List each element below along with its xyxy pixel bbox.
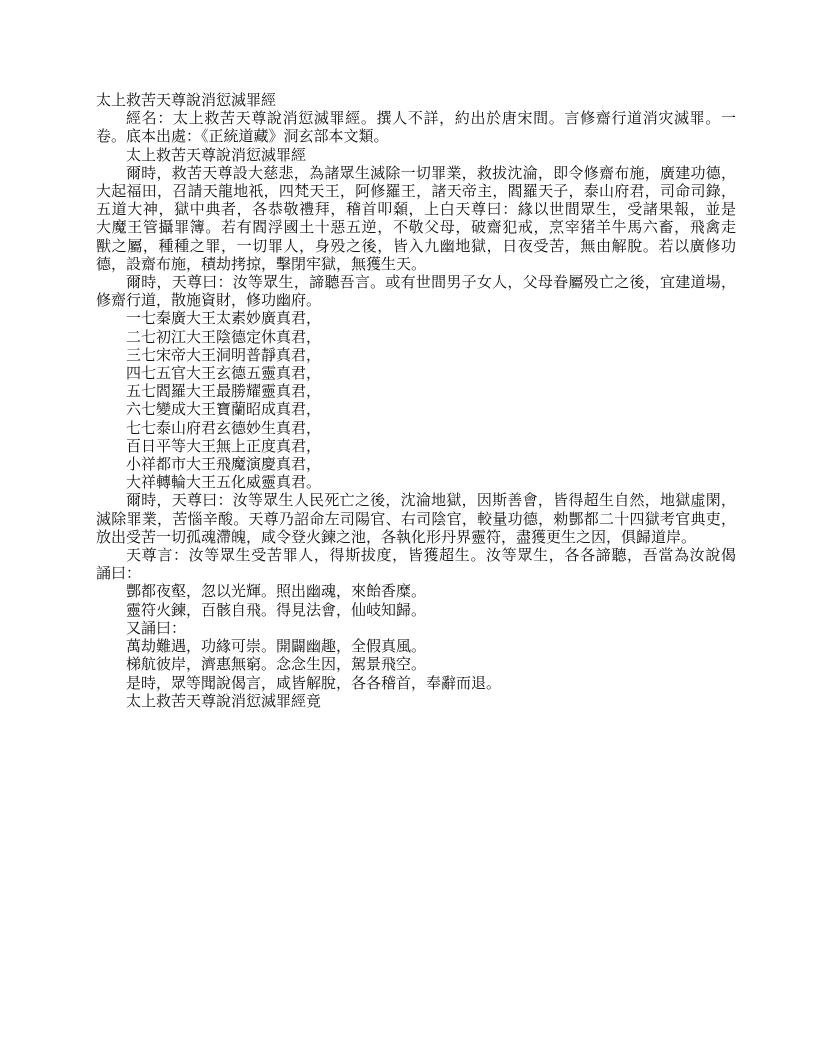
text-line: 五道大神，獄中典者，各恭敬禮拜，稽首叩顙，上白天尊曰：緣以世間眾生，受諸果報，並是 <box>96 202 736 219</box>
text-line: 百日平等大王無上正度真君， <box>126 438 322 455</box>
text-line: 太上救苦天尊說消愆滅罪經竟 <box>126 693 322 710</box>
text-line: 太上救苦天尊說消愆滅罪經 <box>126 147 307 164</box>
text-line: 獸之屬，種種之罪，一切罪人，身殁之後，皆入九幽地獄，日夜受苦，無由解脫。若以廣修功 <box>96 238 736 255</box>
text-line: 大魔王管攝罪簿。若有閻浮國土十惡五逆，不敬父母，破齋犯戒，烹宰猪羊牛馬六畜，飛禽走 <box>96 220 736 237</box>
text-line: 大起福田，召請天龍地祇，四梵天王，阿修羅王，諸天帝主，閻羅天子，泰山府君，司命司錄， <box>96 184 736 201</box>
text-line: 爾時，天尊曰：汝等眾生，諦聽吾言。或有世間男子女人，父母眷屬殁亡之後，宜建道場， <box>126 275 736 292</box>
text-line: 酆都夜壑，忽以光輝。照出幽魂，來飴香糜。 <box>126 584 427 601</box>
text-line: 天尊言：汝等眾生受苦罪人，得斯拔度，皆獲超生。汝等眾生，各各諦聽，吾當為汝說偈 <box>126 548 736 565</box>
text-line: 誦曰： <box>96 566 142 583</box>
text-line: 二七初江大王陰德定休真君， <box>126 329 322 346</box>
text-line: 七七泰山府君玄德妙生真君， <box>126 420 322 437</box>
text-line: 卷。底本出處：《正統道藏》洞玄部本文類。 <box>96 129 389 146</box>
text-line: 六七變成大王寶蘭昭成真君， <box>126 402 322 419</box>
text-line: 四七五官大王玄德五靈真君， <box>126 366 322 383</box>
text-line: 大祥轉輪大王五化威靈真君。 <box>126 475 322 492</box>
text-line: 梯航彼岸，濟惠無窮。念念生因，駕景飛空。 <box>126 657 427 674</box>
scripture-text-block <box>96 92 736 711</box>
text-line: 五七閻羅大王最勝耀靈真君， <box>126 384 322 401</box>
text-line: 靈符火鍊，百骸自飛。得見法會，仙岐知歸。 <box>126 602 427 619</box>
text-line: 小祥都市大王飛魔演慶真君， <box>126 457 322 474</box>
text-line: 德，設齋布施，積劫拷掠，擊閉牢獄，無獲生天。 <box>96 256 427 273</box>
text-line: 萬劫難遇，功緣可崇。開闢幽趣，全假真風。 <box>126 639 427 656</box>
text-line: 爾時，天尊曰：汝等眾生人民死亡之後，沈淪地獄，因斯善會，皆得超生自然，地獄虛閑， <box>126 493 736 510</box>
text-line: 放出受苦一切孤魂滯魄，咸令登火鍊之池，各執化形丹界靈符，盡獲更生之因，俱歸道岸。 <box>96 529 697 546</box>
text-line: 一七秦廣大王太素妙廣真君， <box>126 311 322 328</box>
text-line: 滅除罪業，苦惱辛酸。天尊乃詔命左司陽官、右司陰官，較量功德，勑酆都二十四獄考官典吏， <box>96 511 736 528</box>
text-line: 太上救苦天尊說消愆滅罪經 <box>96 93 277 109</box>
text-line: 三七宋帝大王洞明普靜真君， <box>126 347 322 364</box>
text-line: 爾時，救苦天尊設大慈悲，為諸眾生滅除一切罪業，救拔沈淪，即令修齋布施，廣建功德， <box>126 165 736 182</box>
text-line: 經名：太上救苦天尊說消愆滅罪經。撰人不詳，約出於唐宋間。言修齋行道消灾滅罪。一 <box>126 111 736 128</box>
text-line: 又誦曰： <box>126 620 187 637</box>
text-line: 修齋行道，散施資財，修功幽府。 <box>96 293 322 310</box>
text-line: 是時，眾等聞說偈言，咸皆解脫，各各稽首，奉辭而退。 <box>126 675 502 692</box>
